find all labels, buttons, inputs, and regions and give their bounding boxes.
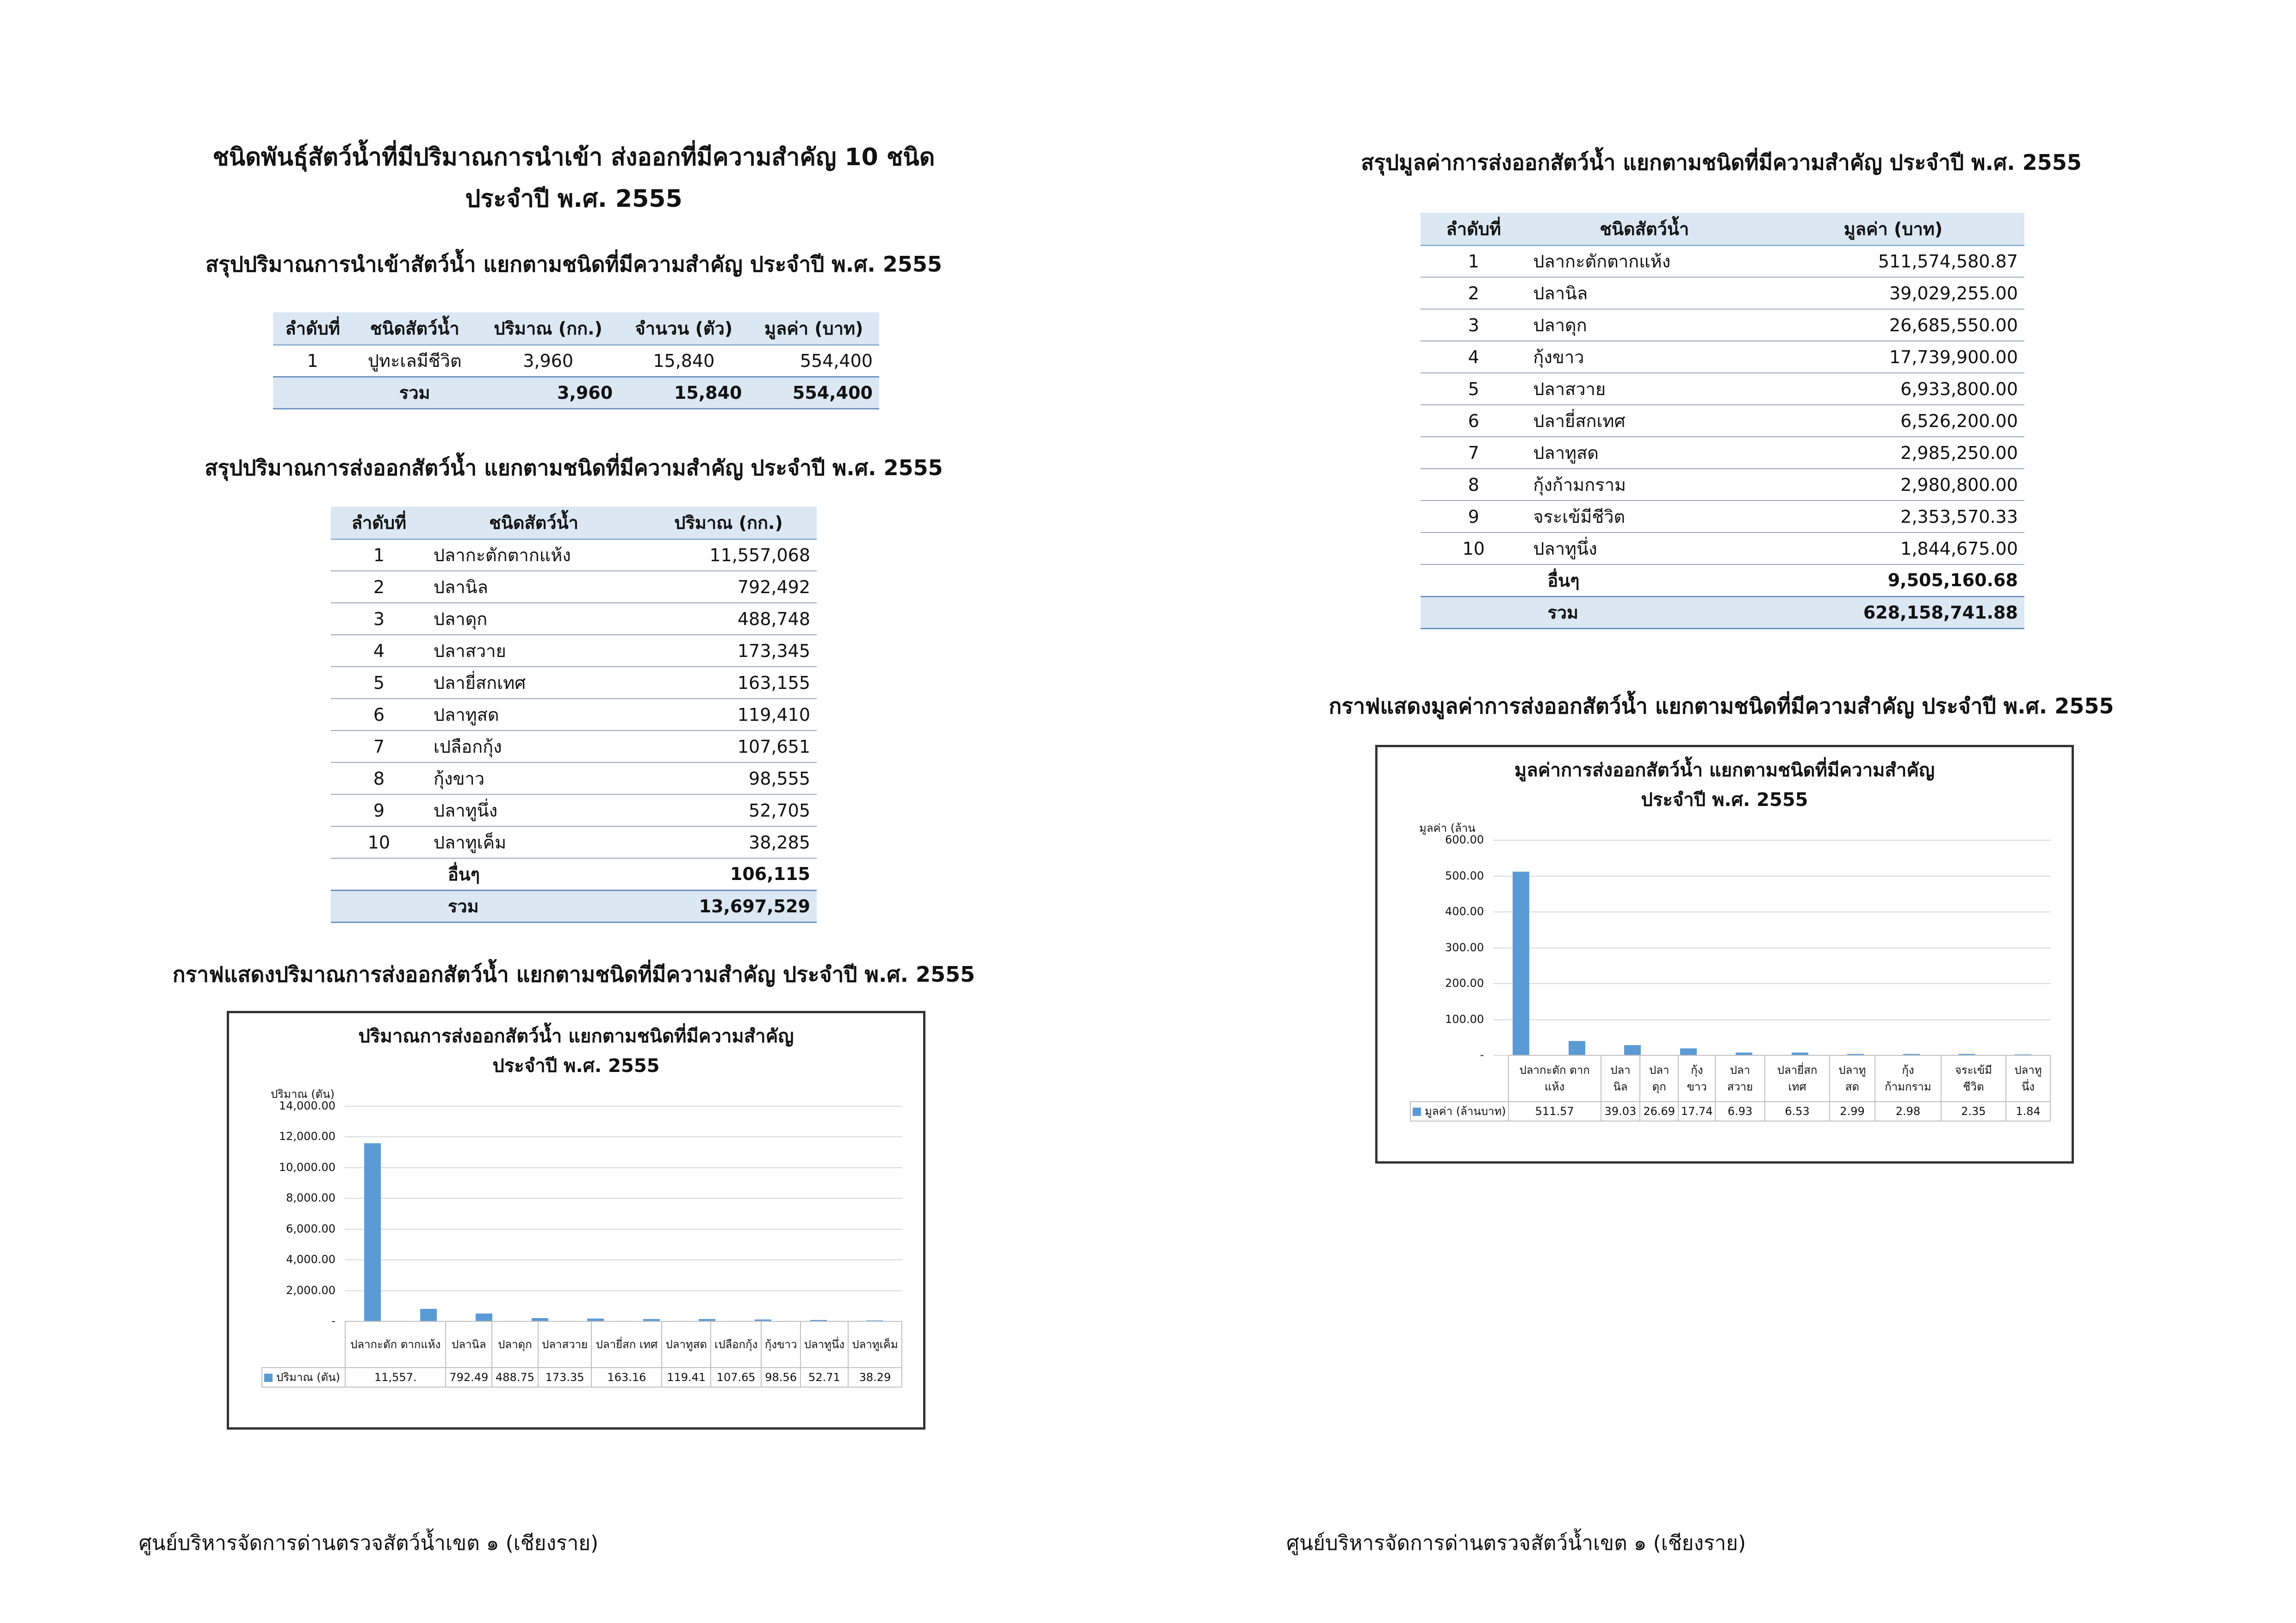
table-cell: 10 <box>331 826 427 858</box>
y-tick-label: - <box>331 1314 335 1327</box>
table-cell: 1,844,675.00 <box>1762 533 2024 564</box>
footer-right: ศูนย์บริหารจัดการด่านตรวจสัตว์น้ำเขต ๑ (เชียงราย) <box>1286 1531 1746 1555</box>
bar <box>1680 1048 1697 1055</box>
table-cell: 17,739,900.00 <box>1762 341 2024 373</box>
x-category-label: กุ้งขาว <box>761 1321 800 1368</box>
table-cell: 2,980,800.00 <box>1762 469 2024 501</box>
table-cell <box>273 377 352 409</box>
table-cell <box>262 1321 345 1368</box>
data-label: 6.93 <box>1715 1102 1765 1121</box>
export-quantity-table <box>331 507 817 923</box>
total-label: รวม <box>1527 596 1762 628</box>
table-row <box>331 826 817 858</box>
table-row <box>331 635 817 667</box>
total-value: 628,158,741.88 <box>1762 596 2024 628</box>
table-cell: จระเข้มีชีวิต <box>1527 501 1762 533</box>
export-value-graph-heading: กราฟแสดงมูลค่าการส่งออกสัตว์น้ำ แยกตามชนิดที่มีความสำคัญ ประจำปี พ.ศ. 2555 <box>1328 694 2114 719</box>
gridline <box>345 1229 902 1230</box>
table-cell <box>1421 564 1527 596</box>
table-cell: 2,985,250.00 <box>1762 437 2024 469</box>
y-axis-label: ปริมาณ (ตัน) <box>271 1088 335 1101</box>
column-header: ลำดับที่ <box>1421 213 1527 245</box>
table-cell: 38,285 <box>640 826 817 858</box>
data-label: 163.16 <box>591 1368 662 1387</box>
table-cell: ปลาดุก <box>427 603 640 635</box>
x-category-label: กุ้งขาว <box>1678 1055 1715 1102</box>
y-tick-label: 12,000.00 <box>279 1130 335 1143</box>
table-cell: 4 <box>331 635 427 667</box>
table-cell: 5 <box>331 667 427 699</box>
data-label: 17.74 <box>1678 1102 1715 1121</box>
table-cell: 6 <box>1421 405 1527 437</box>
data-label: 119.41 <box>662 1368 710 1387</box>
gridline <box>345 1136 902 1137</box>
export-quantity-chart <box>227 1011 925 1430</box>
total-row <box>1421 596 2024 628</box>
table-cell: 10 <box>1421 533 1527 564</box>
column-header: ชนิดสัตว์น้ำ <box>352 312 477 345</box>
total-value: 554,400 <box>748 377 879 409</box>
others-row <box>331 858 817 890</box>
table-cell <box>1410 1055 1508 1102</box>
gridline <box>1493 1019 2051 1020</box>
table-cell: 2 <box>1421 277 1527 309</box>
table-header-row <box>273 312 879 345</box>
others-row <box>1421 564 2024 596</box>
table-cell: 792,492 <box>640 571 817 603</box>
total-value: 3,960 <box>477 377 619 409</box>
data-label: 2.99 <box>1830 1102 1875 1121</box>
table-cell: 3,960 <box>477 345 619 377</box>
column-header: ชนิดสัตว์น้ำ <box>427 507 640 539</box>
x-category-label: ปลาทูเค็ม <box>848 1321 902 1368</box>
table-cell: ปลานิล <box>1527 277 1762 309</box>
chart-data-table <box>1410 1055 2051 1121</box>
x-category-label: ปลายี่สก เทศ <box>1765 1055 1830 1102</box>
x-category-label: ปลานิล <box>1601 1055 1640 1102</box>
table-row <box>1421 309 2024 341</box>
table-header-row <box>1421 213 2024 245</box>
export-value-table <box>1421 213 2024 629</box>
y-tick-label: 100.00 <box>1445 1012 1484 1026</box>
table-row <box>1421 277 2024 309</box>
table-cell: ปลาทูสด <box>1527 437 1762 469</box>
chart-title-line2: ประจำปี พ.ศ. 2555 <box>492 1055 660 1077</box>
legend-entry <box>262 1368 345 1387</box>
table-cell: 163,155 <box>640 667 817 699</box>
table-cell: 511,574,580.87 <box>1762 245 2024 277</box>
category-row <box>1410 1055 2050 1102</box>
x-category-label: ปลาทูนึ่ง <box>2006 1055 2050 1102</box>
table-row <box>331 667 817 699</box>
gridline <box>345 1259 902 1260</box>
table-cell: ปูทะเลมีชีวิต <box>352 345 477 377</box>
y-tick-label: 6,000.00 <box>286 1222 335 1235</box>
table-cell <box>331 890 427 922</box>
total-value: 15,840 <box>619 377 748 409</box>
table-cell: ปลาสวาย <box>427 635 640 667</box>
category-row <box>262 1321 902 1368</box>
table-cell: 6,933,800.00 <box>1762 373 2024 405</box>
legend-label: ปริมาณ (ตัน) <box>276 1371 341 1384</box>
table-cell: กุ้งขาว <box>1527 341 1762 373</box>
y-tick-label: 2,000.00 <box>286 1283 335 1297</box>
table-cell: ปลาสวาย <box>1527 373 1762 405</box>
column-header: ลำดับที่ <box>273 312 352 345</box>
export-value-title: สรุปมูลค่าการส่งออกสัตว์น้ำ แยกตามชนิดที่มีความสำคัญ ประจำปี พ.ศ. 2555 <box>1361 150 2082 175</box>
table-cell: 7 <box>331 731 427 762</box>
x-category-label: กุ้ง ก้ามกราม <box>1875 1055 1941 1102</box>
bar <box>1624 1045 1641 1055</box>
total-label: รวม <box>427 890 640 922</box>
export-quantity-title: สรุปปริมาณการส่งออกสัตว์น้ำ แยกตามชนิดที่มีความสำคัญ ประจำปี พ.ศ. 2555 <box>205 455 943 480</box>
table-cell: เปลือกกุ้ง <box>427 731 640 762</box>
x-category-label: เปลือกกุ้ง <box>711 1321 762 1368</box>
gridline <box>345 1167 902 1168</box>
table-cell: 9 <box>331 794 427 826</box>
table-cell: 2 <box>331 571 427 603</box>
total-row <box>331 890 817 922</box>
x-category-label: ปลาดุก <box>1640 1055 1678 1102</box>
data-label: 173.35 <box>538 1368 592 1387</box>
bar <box>1513 872 1529 1055</box>
footer-left: ศูนย์บริหารจัดการด่านตรวจสัตว์น้ำเขต ๑ (เชียงราย) <box>139 1531 599 1555</box>
gridline <box>1493 911 2051 912</box>
table-row <box>1421 341 2024 373</box>
data-label: 52.71 <box>800 1368 848 1387</box>
x-category-label: ปลาสวาย <box>538 1321 592 1368</box>
chart-title-line2: ประจำปี พ.ศ. 2555 <box>1641 789 1808 811</box>
y-tick-label: - <box>1480 1048 1484 1061</box>
data-label: 2.98 <box>1875 1102 1941 1121</box>
table-cell: 1 <box>1421 245 1527 277</box>
column-header: ชนิดสัตว์น้ำ <box>1527 213 1762 245</box>
table-cell: 488,748 <box>640 603 817 635</box>
table-cell: 119,410 <box>640 699 817 731</box>
others-value: 106,115 <box>640 858 817 890</box>
page-title-line2: ประจำปี พ.ศ. 2555 <box>465 185 683 213</box>
table-cell: 8 <box>1421 469 1527 501</box>
column-header: มูลค่า (บาท) <box>1762 213 2024 245</box>
table-row <box>331 762 817 794</box>
table-cell: 5 <box>1421 373 1527 405</box>
table-cell: 7 <box>1421 437 1527 469</box>
y-tick-label: 400.00 <box>1445 905 1484 918</box>
data-label: 26.69 <box>1640 1102 1678 1121</box>
table-cell: 39,029,255.00 <box>1762 277 2024 309</box>
y-tick-label: 600.00 <box>1445 833 1484 846</box>
table-cell: ปลาทูนึ่ง <box>1527 533 1762 564</box>
table-cell: 2,353,570.33 <box>1762 501 2024 533</box>
table-row <box>1421 405 2024 437</box>
column-header: ปริมาณ (กก.) <box>477 312 619 345</box>
table-cell: 1 <box>331 539 427 571</box>
y-tick-label: 500.00 <box>1445 869 1484 882</box>
x-category-label: ปลากะตัก ตากแห้ง <box>1508 1055 1601 1102</box>
data-label: 38.29 <box>848 1368 902 1387</box>
table-cell: 107,651 <box>640 731 817 762</box>
data-label: 98.56 <box>761 1368 800 1387</box>
table-cell: กุ้งก้ามกราม <box>1527 469 1762 501</box>
y-tick-label: 10,000.00 <box>279 1160 335 1174</box>
table-cell: ปลากะตักตากแห้ง <box>427 539 640 571</box>
table-row <box>331 571 817 603</box>
table-cell: 3 <box>1421 309 1527 341</box>
gridline <box>1493 876 2051 877</box>
x-category-label: ปลายี่สก เทศ <box>591 1321 662 1368</box>
legend-label: มูลค่า (ล้านบาท) <box>1425 1105 1506 1118</box>
table-cell: 9 <box>1421 501 1527 533</box>
import-table <box>273 312 879 409</box>
others-value: 9,505,160.68 <box>1762 564 2024 596</box>
legend-swatch <box>264 1374 273 1382</box>
legend-entry <box>1410 1102 1508 1121</box>
table-cell: 11,557,068 <box>640 539 817 571</box>
export-quantity-graph-heading: กราฟแสดงปริมาณการส่งออกสัตว์น้ำ แยกตามชนิดที่มีความสำคัญ ประจำปี พ.ศ. 2555 <box>172 962 975 987</box>
total-label: รวม <box>352 377 477 409</box>
y-tick-label: 8,000.00 <box>286 1191 335 1205</box>
column-header: มูลค่า (บาท) <box>748 312 879 345</box>
table-cell: ปลายี่สกเทศ <box>1527 405 1762 437</box>
gridline <box>1493 983 2051 984</box>
y-tick-label: 200.00 <box>1445 977 1484 990</box>
table-cell: ปลายี่สกเทศ <box>427 667 640 699</box>
x-category-label: ปลาทูสด <box>662 1321 710 1368</box>
x-category-label: จระเข้มี ชีวิต <box>1941 1055 2006 1102</box>
column-header: จำนวน (ตัว) <box>619 312 748 345</box>
gridline <box>1493 840 2051 841</box>
chart-data-table <box>261 1321 902 1388</box>
table-row <box>331 794 817 826</box>
table-row <box>1421 437 2024 469</box>
data-label: 792.49 <box>446 1368 492 1387</box>
gridline <box>345 1106 902 1107</box>
others-label: อื่นๆ <box>1527 564 1762 596</box>
data-label: 11,557. <box>345 1368 446 1387</box>
data-label: 488.75 <box>492 1368 538 1387</box>
table-cell: 173,345 <box>640 635 817 667</box>
table-cell: 4 <box>1421 341 1527 373</box>
gridline <box>345 1198 902 1199</box>
y-axis-label: มูลค่า (ล้าน <box>1419 822 1476 835</box>
x-category-label: ปลานิล <box>446 1321 492 1368</box>
table-cell: 15,840 <box>619 345 748 377</box>
table-cell: 26,685,550.00 <box>1762 309 2024 341</box>
data-label: 511.57 <box>1508 1102 1601 1121</box>
table-row <box>331 731 817 762</box>
table-cell: ปลาดุก <box>1527 309 1762 341</box>
data-label: 2.35 <box>1941 1102 2006 1121</box>
data-label: 6.53 <box>1765 1102 1830 1121</box>
bar <box>420 1309 437 1321</box>
table-row <box>1421 469 2024 501</box>
table-cell: 6,526,200.00 <box>1762 405 2024 437</box>
table-cell <box>1421 596 1527 628</box>
table-row <box>331 539 817 571</box>
x-category-label: ปลากะตัก ตากแห้ง <box>345 1321 446 1368</box>
value-row <box>1410 1102 2050 1121</box>
bar <box>1569 1041 1585 1055</box>
table-row <box>1421 533 2024 564</box>
bar <box>476 1313 492 1321</box>
table-header-row <box>331 507 817 539</box>
table-cell: กุ้งขาว <box>427 762 640 794</box>
y-tick-label: 14,000.00 <box>279 1099 335 1112</box>
x-category-label: ปลาทูสด <box>1830 1055 1875 1102</box>
chart-title-line1: ปริมาณการส่งออกสัตว์น้ำ แยกตามชนิดที่มีความสำคัญ <box>358 1026 794 1047</box>
data-label: 39.03 <box>1601 1102 1640 1121</box>
y-tick-label: 4,000.00 <box>286 1253 335 1266</box>
y-tick-label: 300.00 <box>1445 941 1484 954</box>
table-cell: ปลาทูนึ่ง <box>427 794 640 826</box>
table-row <box>331 603 817 635</box>
table-cell: 6 <box>331 699 427 731</box>
legend-swatch <box>1413 1108 1421 1116</box>
table-cell <box>331 858 427 890</box>
table-cell: 1 <box>273 345 352 377</box>
table-cell: ปลาทูสด <box>427 699 640 731</box>
table-row <box>1421 245 2024 277</box>
table-row <box>273 345 879 377</box>
table-cell: ปลาทูเค็ม <box>427 826 640 858</box>
page-title <box>111 136 1036 220</box>
x-category-label: ปลาดุก <box>492 1321 538 1368</box>
table-cell: ปลานิล <box>427 571 640 603</box>
chart-title-line1: มูลค่าการส่งออกสัตว์น้ำ แยกตามชนิดที่มีความสำคัญ <box>1514 760 1935 781</box>
others-label: อื่นๆ <box>427 858 640 890</box>
x-category-label: ปลาสวาย <box>1715 1055 1765 1102</box>
x-category-label: ปลาทูนึ่ง <box>800 1321 848 1368</box>
total-value: 13,697,529 <box>640 890 817 922</box>
table-row <box>331 699 817 731</box>
table-row <box>1421 373 2024 405</box>
column-header: ปริมาณ (กก.) <box>640 507 817 539</box>
import-summary-title: สรุปปริมาณการนำเข้าสัตว์น้ำ แยกตามชนิดที่มีความสำคัญ ประจำปี พ.ศ. 2555 <box>205 252 942 277</box>
data-label: 107.65 <box>711 1368 762 1387</box>
gridline <box>345 1290 902 1291</box>
bar <box>364 1143 381 1321</box>
table-cell: 98,555 <box>640 762 817 794</box>
page-title-line1: ชนิดพันธุ์สัตว์น้ำที่มีปริมาณการนำเข้า ส่งออกที่มีความสำคัญ 10 ชนิด <box>212 143 935 171</box>
column-header: ลำดับที่ <box>331 507 427 539</box>
table-cell: 52,705 <box>640 794 817 826</box>
data-label: 1.84 <box>2006 1102 2050 1121</box>
table-cell: ปลากะตักตากแห้ง <box>1527 245 1762 277</box>
table-row <box>1421 501 2024 533</box>
export-value-chart <box>1375 745 2074 1164</box>
total-row <box>273 377 879 409</box>
value-row <box>262 1368 902 1387</box>
table-cell: 554,400 <box>748 345 879 377</box>
table-cell: 8 <box>331 762 427 794</box>
table-cell: 3 <box>331 603 427 635</box>
